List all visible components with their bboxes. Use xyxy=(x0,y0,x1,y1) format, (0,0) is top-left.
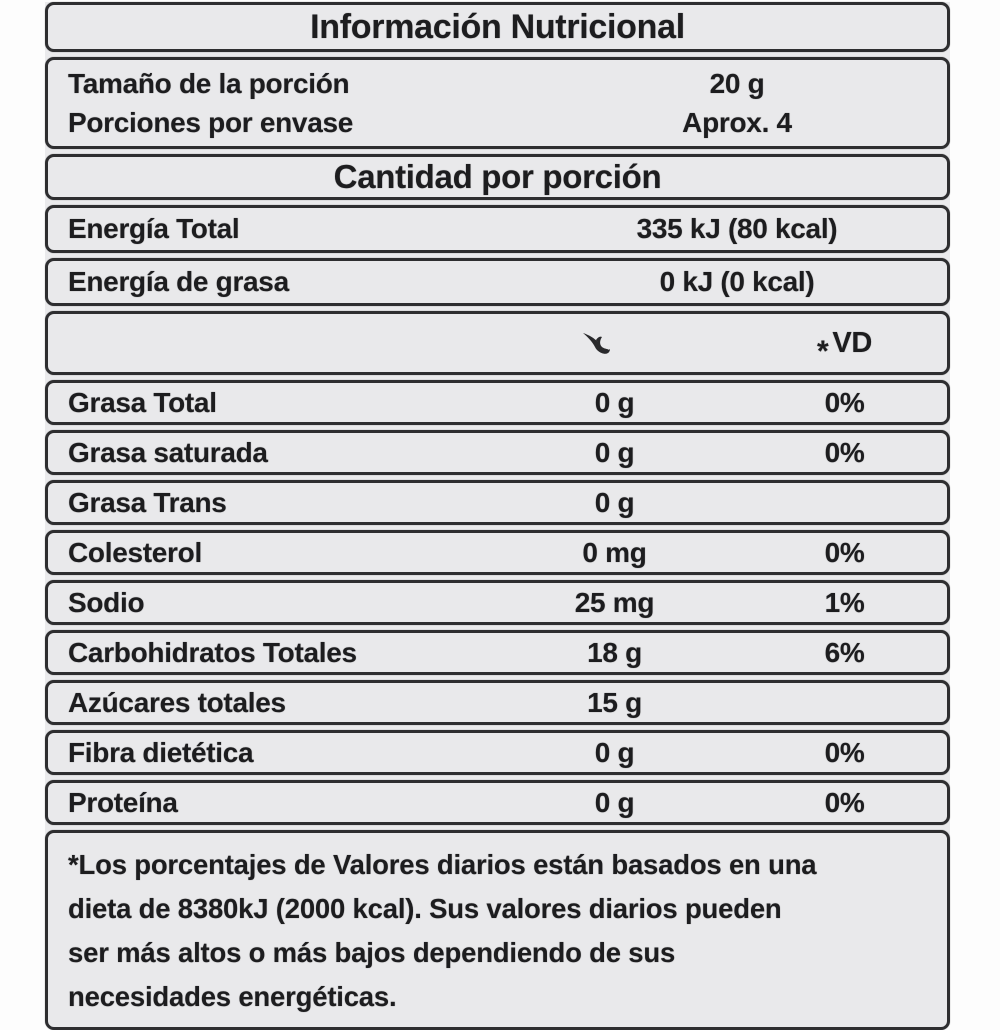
nutrient-daily-value: 0% xyxy=(824,386,865,418)
smudge-cell xyxy=(473,327,728,359)
nutrient-name: Carbohidratos Totales xyxy=(68,636,357,668)
ink-smudge-icon xyxy=(581,327,621,359)
nutrient-amount: 0 g xyxy=(594,786,635,818)
nutrient-row-dietary-fiber xyxy=(45,730,950,775)
footnote-line-2: dieta de 8380kJ (2000 kcal). Sus valores diarios pueden xyxy=(68,893,782,924)
fat-energy-row xyxy=(48,261,947,303)
label-title-box xyxy=(45,2,950,52)
nutrient-name: Grasa Trans xyxy=(68,486,227,518)
servings-per-container-row xyxy=(48,103,947,142)
serving-size-label: Tamaño de la porción xyxy=(68,67,350,99)
nutrient-row-cholesterol xyxy=(45,530,950,575)
nutrient-row-saturated-fat xyxy=(45,430,950,475)
nutrient-name: Grasa saturada xyxy=(68,436,268,468)
nutrient-amount: 0 g xyxy=(594,436,635,468)
fat-energy-label: Energía de grasa xyxy=(68,266,289,297)
nutrient-name: Grasa Total xyxy=(68,386,217,418)
nutrient-daily-value: 6% xyxy=(824,636,865,668)
daily-value-header-box xyxy=(45,311,950,375)
nutrient-amount: 18 g xyxy=(587,636,642,668)
nutrient-daily-value: 0% xyxy=(824,736,865,768)
nutrient-row-total-sugars xyxy=(45,680,950,725)
asterisk-mark: * xyxy=(816,335,829,368)
footnote-line-4: necesidades energéticas. xyxy=(68,981,397,1012)
total-energy-label: Energía Total xyxy=(68,213,240,244)
nutrient-daily-value: 0% xyxy=(824,536,865,568)
nutrient-daily-value: 0% xyxy=(824,786,865,818)
nutrient-name: Sodio xyxy=(68,586,145,618)
serving-info-box xyxy=(45,57,950,149)
daily-value-header-text: VD xyxy=(832,326,873,359)
nutrient-amount: 15 g xyxy=(587,686,642,718)
nutrient-amount: 0 g xyxy=(594,736,635,768)
fat-energy-value: 0 kJ (0 kcal) xyxy=(659,266,815,297)
serving-size-row xyxy=(48,64,947,103)
nutrient-name: Azúcares totales xyxy=(68,686,286,718)
servings-per-container-label: Porciones por envase xyxy=(68,106,354,138)
footnote-line-1: *Los porcentajes de Valores diarios están basados en una xyxy=(68,849,817,880)
nutrient-row-protein xyxy=(45,780,950,825)
amount-per-serving-header-box xyxy=(45,154,950,200)
fat-energy-box xyxy=(45,258,950,306)
daily-value-header-row xyxy=(48,314,947,372)
nutrient-amount: 0 mg xyxy=(582,536,647,568)
nutrient-amount: 0 g xyxy=(594,486,635,518)
nutrient-name: Proteína xyxy=(68,786,178,818)
servings-per-container-value: Aprox. 4 xyxy=(682,106,792,138)
nutrient-amount: 0 g xyxy=(594,386,635,418)
total-energy-value: 335 kJ (80 kcal) xyxy=(636,213,838,244)
nutrient-row-total-carbohydrate xyxy=(45,630,950,675)
daily-value-header-cell xyxy=(742,326,947,368)
nutrient-name: Fibra dietética xyxy=(68,736,254,768)
daily-value-footnote-box xyxy=(45,830,950,1030)
nutrient-row-sodium xyxy=(45,580,950,625)
label-title: Información Nutricional xyxy=(310,7,685,46)
amount-per-serving-header: Cantidad por porción xyxy=(333,158,662,195)
nutrition-label xyxy=(45,2,950,1012)
nutrient-daily-value: 1% xyxy=(824,586,865,618)
total-energy-row xyxy=(48,208,947,250)
footnote-line-3: ser más altos o más bajos dependiendo de sus xyxy=(68,937,676,968)
nutrient-row-trans-fat xyxy=(45,480,950,525)
nutrient-name: Colesterol xyxy=(68,536,202,568)
serving-size-value: 20 g xyxy=(709,67,765,99)
nutrient-daily-value: 0% xyxy=(824,436,865,468)
nutrient-amount: 25 mg xyxy=(574,586,655,618)
total-energy-box xyxy=(45,205,950,253)
nutrient-row-total-fat xyxy=(45,380,950,425)
